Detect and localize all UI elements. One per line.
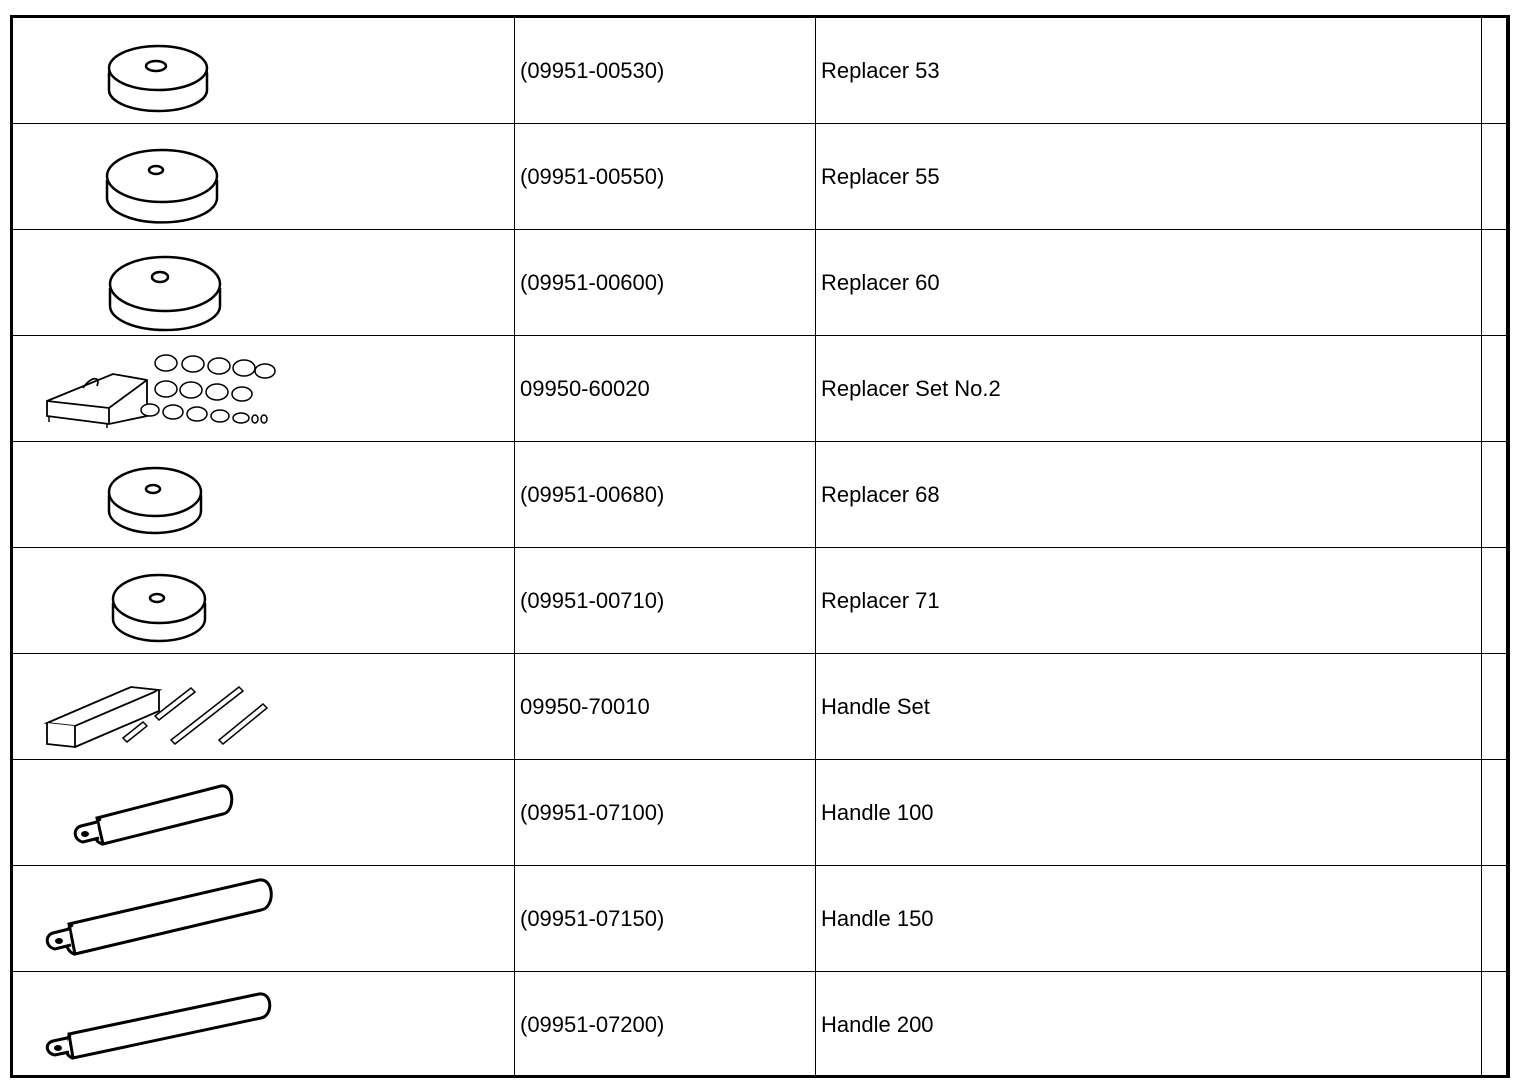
tool-illustration-cell bbox=[13, 654, 515, 759]
tool-name: Replacer 60 bbox=[821, 269, 940, 295]
tool-name: Replacer 71 bbox=[821, 587, 940, 613]
replacer-disc-icon bbox=[13, 230, 515, 336]
tool-name-cell bbox=[816, 548, 1482, 653]
part-number: (09951-07200) bbox=[520, 1012, 665, 1037]
tool-name-cell bbox=[816, 336, 1482, 441]
part-number-cell bbox=[515, 124, 816, 229]
tool-illustration-cell bbox=[13, 866, 515, 971]
blank-cell bbox=[1482, 230, 1508, 335]
blank-cell bbox=[1482, 442, 1508, 547]
part-number-cell bbox=[515, 972, 816, 1078]
part-number-cell bbox=[515, 548, 816, 653]
blank-cell bbox=[1482, 336, 1508, 441]
blank-cell bbox=[1482, 654, 1508, 759]
table-row bbox=[13, 866, 1506, 972]
table-row bbox=[13, 124, 1506, 230]
part-number: (09951-07150) bbox=[520, 905, 665, 931]
tool-name: Replacer 53 bbox=[821, 57, 940, 83]
part-number: 09950-70010 bbox=[520, 693, 650, 719]
tool-name-cell bbox=[816, 972, 1482, 1078]
table-row bbox=[13, 336, 1506, 442]
special-tools-table bbox=[10, 15, 1510, 1078]
table-row bbox=[13, 230, 1506, 336]
table-row bbox=[13, 760, 1506, 866]
tool-illustration-cell bbox=[13, 336, 515, 441]
handle-set-icon bbox=[13, 654, 515, 760]
part-number: (09951-00530) bbox=[520, 57, 665, 83]
tool-name-cell bbox=[816, 18, 1482, 123]
tool-illustration-cell bbox=[13, 972, 515, 1078]
tool-name-cell bbox=[816, 124, 1482, 229]
handle-rod-icon bbox=[13, 866, 515, 972]
blank-cell bbox=[1482, 124, 1508, 229]
part-number: (09951-00710) bbox=[520, 587, 665, 613]
tool-name: Replacer 55 bbox=[821, 163, 940, 189]
blank-cell bbox=[1482, 972, 1508, 1078]
tool-name: Replacer 68 bbox=[821, 481, 940, 507]
part-number: (09951-00550) bbox=[520, 163, 665, 189]
part-number-cell bbox=[515, 230, 816, 335]
tool-name-cell bbox=[816, 654, 1482, 759]
tool-name: Replacer Set No.2 bbox=[821, 375, 1001, 401]
tool-illustration-cell bbox=[13, 760, 515, 865]
part-number: (09951-00600) bbox=[520, 269, 665, 295]
table-row bbox=[13, 972, 1506, 1078]
tool-name-cell bbox=[816, 442, 1482, 547]
tool-illustration-cell bbox=[13, 548, 515, 653]
blank-cell bbox=[1482, 18, 1508, 123]
part-number: 09950-60020 bbox=[520, 375, 650, 401]
replacer-disc-icon bbox=[13, 442, 515, 548]
part-number-cell bbox=[515, 336, 816, 441]
handle-rod-icon bbox=[13, 972, 515, 1078]
replacer-disc-icon bbox=[13, 18, 515, 124]
blank-cell bbox=[1482, 548, 1508, 653]
tool-name: Handle 150 bbox=[821, 905, 934, 931]
table-row bbox=[13, 654, 1506, 760]
tool-illustration-cell bbox=[13, 442, 515, 547]
table-row bbox=[13, 442, 1506, 548]
tool-name-cell bbox=[816, 760, 1482, 865]
part-number-cell bbox=[515, 866, 816, 971]
tool-illustration-cell bbox=[13, 230, 515, 335]
tool-name: Handle Set bbox=[821, 693, 930, 719]
part-number: (09951-07100) bbox=[520, 799, 665, 825]
handle-rod-icon bbox=[13, 760, 515, 866]
part-number-cell bbox=[515, 442, 816, 547]
tool-name: Handle 200 bbox=[821, 1012, 934, 1037]
replacer-disc-icon bbox=[13, 124, 515, 230]
replacer-set-case-icon bbox=[13, 336, 515, 442]
blank-cell bbox=[1482, 760, 1508, 865]
part-number-cell bbox=[515, 18, 816, 123]
tool-illustration-cell bbox=[13, 124, 515, 229]
part-number-cell bbox=[515, 760, 816, 865]
part-number: (09951-00680) bbox=[520, 481, 665, 507]
table-row bbox=[13, 548, 1506, 654]
part-number-cell bbox=[515, 654, 816, 759]
blank-cell bbox=[1482, 866, 1508, 971]
tool-illustration-cell bbox=[13, 18, 515, 123]
tool-name-cell bbox=[816, 230, 1482, 335]
table-row bbox=[13, 18, 1506, 124]
tool-name-cell bbox=[816, 866, 1482, 971]
tool-name: Handle 100 bbox=[821, 799, 934, 825]
replacer-disc-icon bbox=[13, 548, 515, 654]
